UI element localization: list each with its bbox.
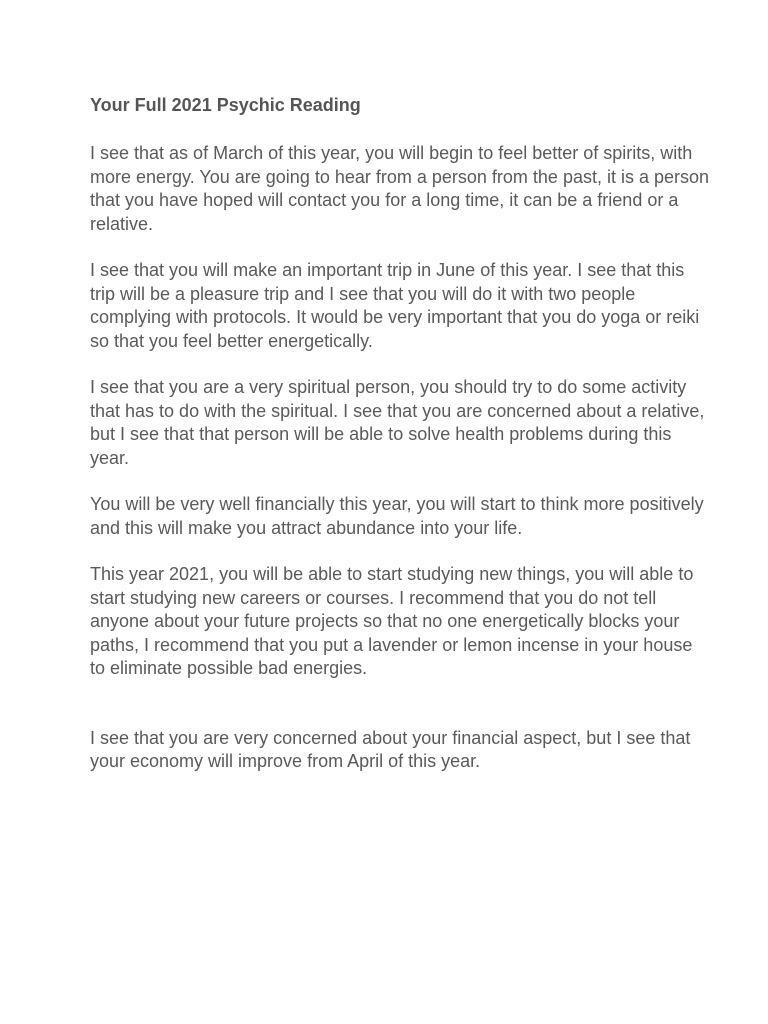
paragraph-spiritual-person: I see that you are a very spiritual person, you should try to do some activity that has to do with the spiritual. I see that you are concerned about a relative, but I see that that person will be able to solve health problems during this year. xyxy=(90,377,705,468)
paragraph-economy-april: I see that you are very concerned about your financial aspect, but I see that your economy will improve from April of this year. xyxy=(90,727,691,771)
document-page xyxy=(90,94,710,797)
paragraph-financial-wellbeing: You will be very well financially this year, you will start to think more positively and this will make you attract abundance into your life. xyxy=(90,494,704,538)
paragraph-june-trip: I see that you will make an important trip in June of this year. I see that this trip will be a pleasure trip and I see that you will do it with two people complying with protocols. It would be very important that you do yoga or reiki so that you feel better energetically. xyxy=(90,260,700,351)
document-title: Your Full 2021 Psychic Reading xyxy=(90,95,361,115)
paragraph-march-energy: I see that as of March of this year, you will begin to feel better of spirits, with more energy. You are going to hear from a person from the past, it is a person that you have hoped will contact you for a long time, it can be a friend or a relative. xyxy=(90,143,710,234)
paragraph-studying-2021: This year 2021, you will be able to start studying new things, you will able to start studying new careers or courses. I recommend that you do not tell anyone about your future projects so that no one energetically blocks your paths, I recommend that you put a lavender or lemon incense in your house to eliminate possible bad energies. xyxy=(90,564,694,678)
